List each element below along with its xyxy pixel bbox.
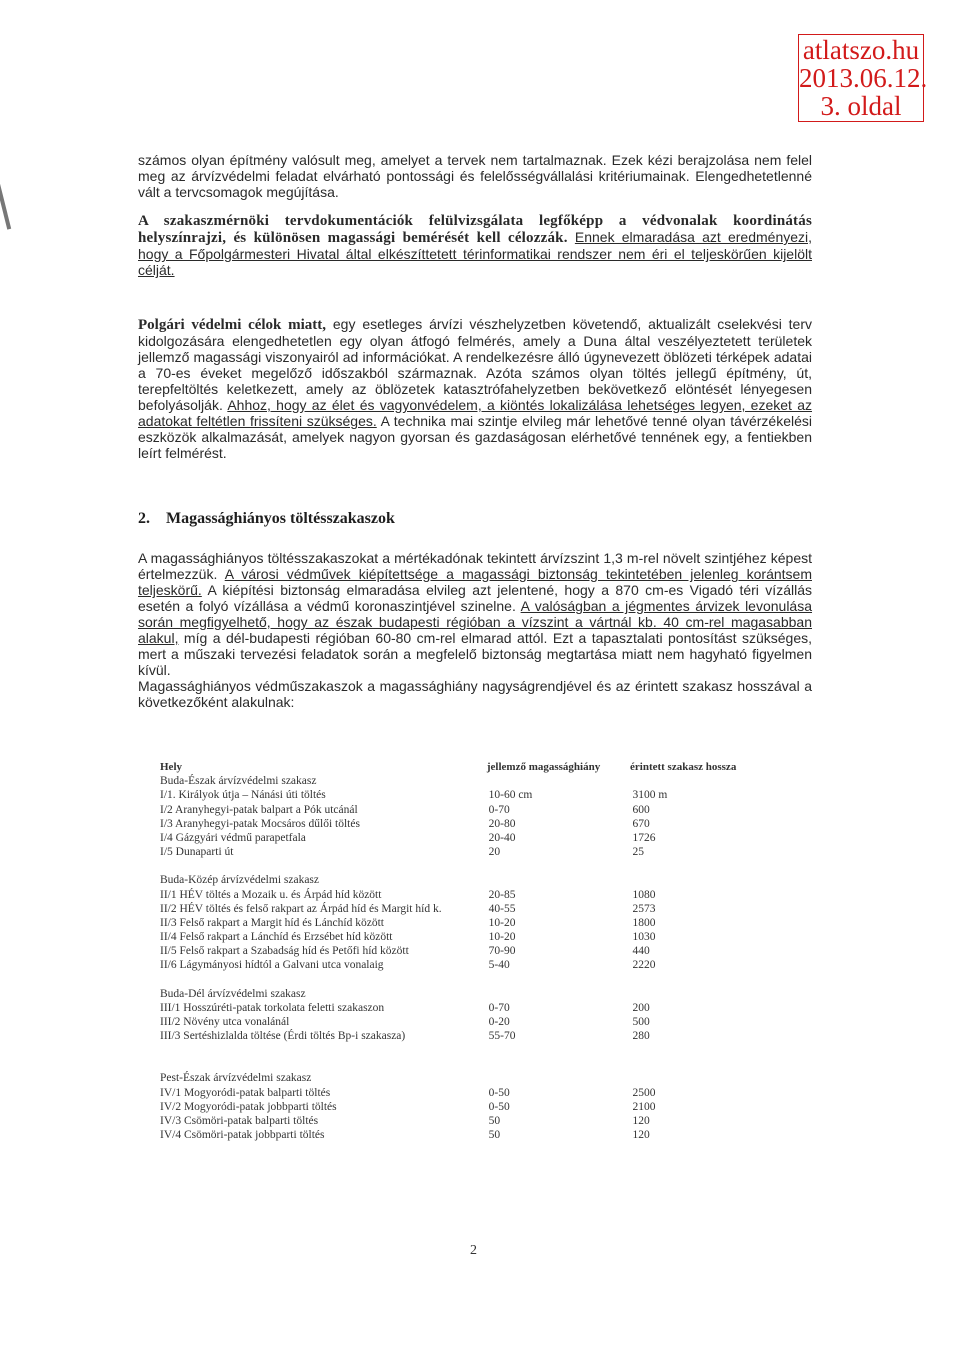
deficit-text-1: A magassághiányos töltésszakaszokat a mértékadónak tekintett árvízszint 1,3 m-rel növelt szintjéhez képest értelmezzük. (138, 550, 812, 582)
cell-length: 1030 (632, 931, 656, 944)
cell-location: I/5 Dunaparti út (160, 846, 234, 859)
cell-location: II/5 Felső rakpart a Szabadság híd és Petőfi híd között (160, 945, 409, 958)
cell-deficit: 20 (488, 846, 501, 859)
paragraph-table-intro: Magassághiányos védműszakaszok a magassághiány nagyságrendjével és az érintett szakasz hosszával a következőként alakulnak: (138, 678, 812, 710)
cell-length: 120 (632, 1114, 650, 1127)
cell-location: I/1. Királyok útja – Nánási úti töltés (160, 789, 326, 802)
deficit-text-3: míg a dél-budapesti régióban 60-80 cm-rel elmarad attól. Ezt a tapasztalati pontosítást szükséges, mert a műszaki tervezési feladatok során a megfelelő biztonság megtartása miatt nem hagyható figyelmen kívül. (138, 630, 812, 678)
cell-deficit: 10-60 cm (488, 789, 533, 802)
section-heading (138, 510, 395, 528)
stamp-date: 2013.06.12. (799, 63, 928, 93)
section-title: Magassághiányos töltésszakaszok (166, 510, 395, 527)
deficit-underlined-1: A városi védművek kiépítettsége a magassági biztonság tekintetében jelenleg korántsem teljeskörű. (138, 566, 812, 598)
cell-length: 280 (632, 1030, 650, 1043)
cell-location: IV/4 Csömöri-patak jobbparti töltés (160, 1129, 325, 1142)
table-row (160, 1114, 720, 1128)
table-row (160, 845, 720, 859)
page-number: 2 (470, 1243, 477, 1258)
table-row (160, 888, 720, 902)
cell-location: IV/3 Csömöri-patak balparti töltés (160, 1114, 319, 1127)
table-row (160, 916, 720, 930)
cell-length: 120 (632, 1129, 650, 1142)
deficit-text-2: A kiépítési biztonság elmaradása elvileg azt jelentené, hogy a 870 cm-es Vigadó téri vízállás esetén a folyó vízállása a védmű koronaszintjével szinelne. (138, 582, 812, 614)
table-row (160, 930, 720, 944)
civil-defense-text-1: egy esetleges árvízi vészhelyzetben követendő, aktualizált cselekvési terv kidolgozására elengedhetetlen egy olyan átfogó felmérés, amely a Duna által veszélyeztetett területek jellemző magassági viszonyairól ad információkat. A rendelkezésre álló úgynevezett öblözeti térképek adatai a 70-es éveket megelőző időszakból származnak. Azóta számos olyan töltés jellegű építmény, út, terepfeltöltés keletkezett, amely az öblözetek katasztrófahelyzetben bekövetkező elöntését lényegesen befolyásolják. (138, 316, 813, 413)
cell-length: 25 (632, 846, 644, 859)
table-row (160, 1100, 720, 1114)
cell-deficit: 0-20 (488, 1016, 510, 1028)
table-row (160, 1015, 720, 1029)
table-row (160, 1086, 720, 1100)
cell-location: II/1 HÉV töltés a Mozaik u. és Árpád híd között (160, 888, 382, 901)
stamp-site: atlatszo.hu (802, 35, 920, 65)
group-spacer (160, 973, 720, 987)
table-row (160, 902, 720, 916)
cell-location: III/1 Hosszúréti-patak torkolata feletti szakaszon (160, 1001, 385, 1014)
section-number: 2. (138, 510, 150, 527)
scan-edge-mark (0, 170, 11, 229)
cell-deficit: 10-20 (488, 931, 516, 944)
cell-deficit: 20-40 (488, 831, 516, 844)
table-row (160, 803, 720, 817)
cell-deficit: 0-70 (488, 803, 510, 816)
table-row (160, 817, 720, 831)
cell-length: 600 (632, 803, 650, 816)
review-underlined-text: Ennek elmaradása azt eredményezi, hogy a Főpolgármesteri Hivatal által elkészíttetett térinformatikai rendszer nem éri el teljeskörűen kijelölt célját. (138, 229, 813, 278)
cell-location: II/2 HÉV töltés és felső rakpart az Árpád híd és Margit híd k. (160, 902, 442, 915)
paragraph-civil-defense (138, 316, 812, 461)
cell-location: I/3 Aranyhegyi-patak Mocsáros dűlői töltés (160, 817, 360, 830)
group-title-text: Buda-Közép árvízvédelmi szakasz (160, 874, 320, 887)
group-title (160, 1071, 720, 1085)
table-row (160, 1001, 720, 1015)
civil-defense-text-2: A technika mai szintje elvileg már lehetővé tenné olyan távérzékelési eszközök alkalmazását, amelyek nagyon gyorsan és gazdaságosan elérhetővé tennének egy, a fentiekben leírt felmérést. (138, 413, 812, 461)
cell-length: 2573 (632, 902, 656, 915)
stamp-page: 3. oldal (820, 91, 902, 121)
cell-deficit: 10-20 (488, 916, 516, 929)
cell-deficit: 20-80 (488, 817, 516, 830)
cell-location: I/4 Gázgyári védmű parapetfala (160, 831, 306, 844)
cell-location: III/3 Sertéshizlalda töltése (Érdi töltés Bp-i szakasza) (160, 1030, 406, 1043)
group-spacer (160, 859, 720, 873)
table-row (160, 831, 720, 845)
cell-location: I/2 Aranyhegyi-patak balpart a Pók utcánál (160, 803, 358, 816)
group-spacer (160, 1043, 720, 1071)
review-bold-text: A szakaszmérnöki tervdokumentációk felülvizsgálata legfőképp a védvonalak koordinátás helyszínrajzi, és különösen magassági bemérését kell célozzák. (138, 213, 812, 246)
cell-length: 1800 (632, 916, 656, 929)
cell-location: II/6 Lágymányosi hídtól a Galvani utca vonalaig (160, 959, 384, 972)
cell-deficit: 0-50 (488, 1100, 510, 1113)
paragraph-intro: számos olyan építmény valósult meg, amelyet a tervek nem tartalmaznak. Ezek kézi berajzolása nem felel meg az árvízvédelmi feladat elvárható pontossági és felelősségvállalási kritériumainak. Elengedhetetlenné vált a tervcsomagok megújítása. (138, 152, 812, 200)
cell-deficit: 0-50 (488, 1086, 510, 1099)
cell-deficit: 40-55 (488, 902, 516, 915)
paragraph-height-deficit (138, 550, 812, 678)
source-stamp (798, 34, 928, 122)
cell-deficit: 55-70 (488, 1030, 516, 1043)
cell-location: IV/1 Mogyoródi-patak balparti töltés (160, 1086, 331, 1099)
group-title-text: Buda-Dél árvízvédelmi szakasz (160, 987, 306, 1000)
header-deficit: jellemző magassághiány (486, 761, 601, 773)
cell-location: II/3 Felső rakpart a Margit híd és Lánchíd között (160, 916, 384, 929)
cell-deficit: 70-90 (488, 945, 516, 958)
cell-deficit: 0-70 (488, 1001, 510, 1014)
cell-deficit: 20-85 (488, 888, 516, 901)
group-title-text: Pest-Észak árvízvédelmi szakasz (160, 1072, 312, 1085)
cell-deficit: 5-40 (488, 959, 510, 972)
cell-length: 1726 (632, 831, 656, 844)
cell-deficit: 50 (488, 1114, 501, 1127)
group-title (160, 774, 720, 788)
cell-length: 2500 (632, 1086, 656, 1099)
paragraph-review (138, 212, 812, 278)
deficit-underlined-2: A valóságban a jégmentes árvizek levonulása során megfigyelhető, hogy az észak budapesti régióban a vízszint a vártnál kb. 40 cm-rel magasabban alakul, (138, 598, 813, 646)
deficit-table (160, 760, 737, 1142)
cell-location: IV/2 Mogyoródi-patak jobbparti töltés (160, 1100, 337, 1113)
cell-length: 440 (632, 945, 650, 958)
cell-length: 670 (632, 817, 650, 830)
cell-length: 2220 (632, 959, 656, 972)
group-title (160, 987, 720, 1001)
table-row (160, 944, 720, 958)
group-title (160, 873, 720, 887)
cell-deficit: 50 (488, 1129, 501, 1142)
table-row (160, 958, 720, 972)
header-length: érintett szakasz hossza (630, 761, 737, 773)
civil-defense-underlined: Ahhoz, hogy az élet és vagyonvédelem, a kiöntés lokalizálása lehetséges legyen, ezeket az adatokat feltétlen frissíteni szükséges. (138, 397, 812, 429)
table-row (160, 1128, 720, 1142)
civil-defense-lead: Polgári védelmi célok miatt, (138, 317, 327, 333)
cell-location: II/4 Felső rakpart a Lánchíd és Erzsébet híd között (160, 931, 393, 944)
header-location: Hely (160, 761, 182, 773)
cell-length: 3100 m (632, 789, 668, 802)
group-title-text: Buda-Észak árvízvédelmi szakasz (160, 775, 317, 788)
table-header (160, 760, 737, 774)
cell-location: III/2 Növény utca vonalánál (160, 1016, 290, 1028)
table-row (160, 788, 720, 802)
cell-length: 500 (632, 1016, 650, 1028)
table-row (160, 1029, 720, 1043)
cell-length: 2100 (632, 1100, 656, 1113)
cell-length: 1080 (632, 888, 656, 901)
cell-length: 200 (632, 1001, 650, 1014)
